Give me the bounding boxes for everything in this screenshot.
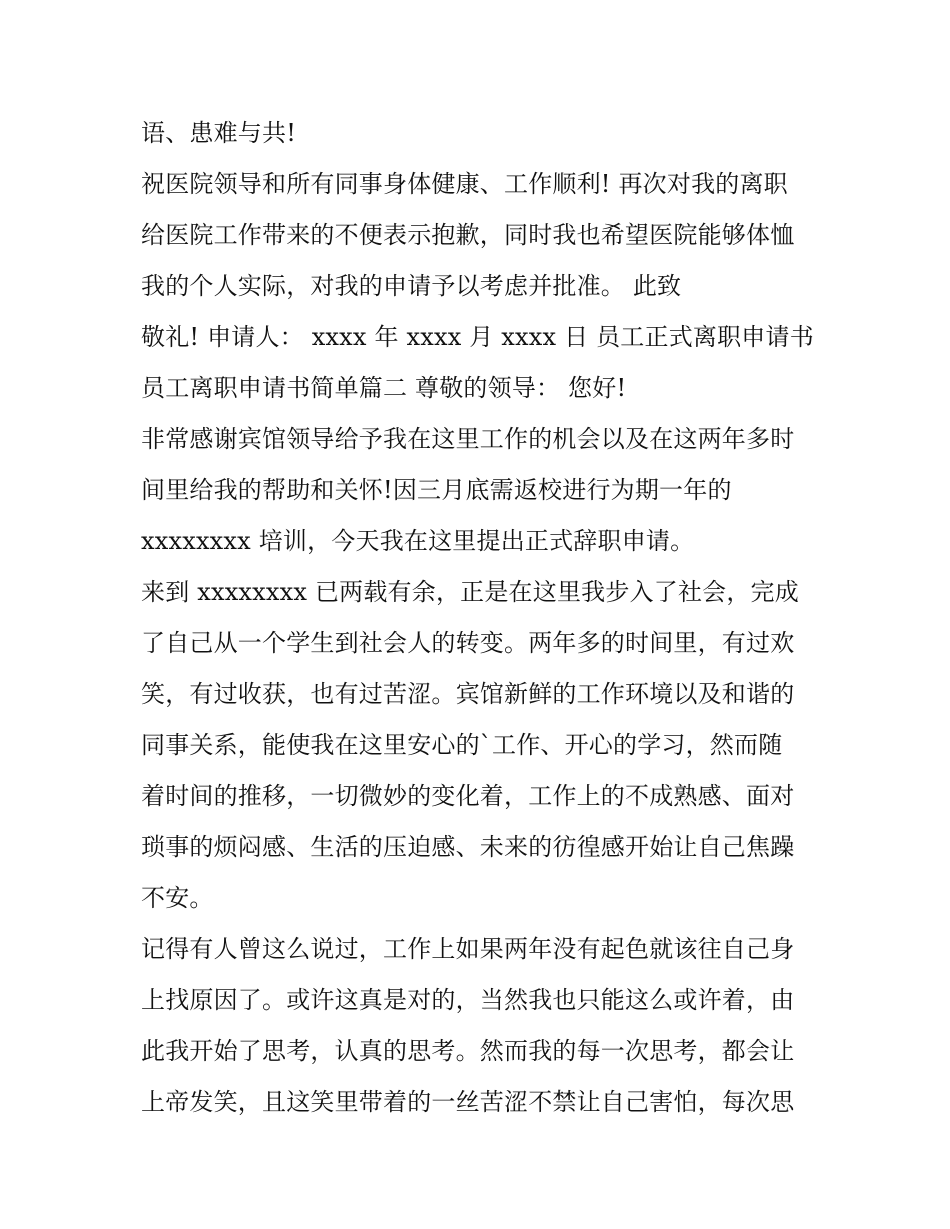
text-line: 间里给我的帮助和关怀!因三月底需返校进行为期一年的 <box>141 476 732 504</box>
document-body <box>141 108 821 1128</box>
text-line: 琐事的烦闷感、生活的压迫感、未来的彷徨感开始让自己焦躁 <box>141 833 795 861</box>
text-line: 给医院工作带来的不便表示抱歉，同时我也希望医院能够体恤 <box>141 221 795 249</box>
text-line: 员工离职申请书简单篇二 尊敬的领导： 您好! <box>141 374 627 402</box>
text-line: 上帝发笑，且这笑里带着的一丝苦涩不禁让自己害怕，每次思 <box>141 1088 795 1116</box>
text-line: 此我开始了思考，认真的思考。然而我的每一次思考，都会让 <box>141 1037 795 1065</box>
text-line: 敬礼! 申请人： xxxx 年 xxxx 月 xxxx 日 员工正式离职申请书 <box>141 323 814 351</box>
text-line: 笑，有过收获，也有过苦涩。宾馆新鲜的工作环境以及和谐的 <box>141 680 795 708</box>
text-line: 非常感谢宾馆领导给予我在这里工作的机会以及在这两年多时 <box>141 425 795 453</box>
text-line: 着时间的推移，一切微妙的变化着，工作上的不成熟感、面对 <box>141 782 795 810</box>
text-line: 记得有人曾这么说过，工作上如果两年没有起色就该往自己身 <box>141 935 795 963</box>
text-line: 同事关系，能使我在这里安心的`工作、开心的学习，然而随 <box>141 731 783 759</box>
text-line: 语、患难与共! <box>141 119 297 147</box>
text-line: 我的个人实际，对我的申请予以考虑并批准。 此致 <box>141 272 682 300</box>
text-line: 祝医院领导和所有同事身体健康、工作顺利! 再次对我的离职 <box>141 170 788 198</box>
text-line: 上找原因了。或许这真是对的，当然我也只能这么或许着，由 <box>141 986 795 1014</box>
text-line: xxxxxxxx 培训，今天我在这里提出正式辞职申请。 <box>141 527 695 555</box>
text-line: 了自己从一个学生到社会人的转变。两年多的时间里，有过欢 <box>141 629 795 657</box>
text-line: 不安。 <box>141 884 214 912</box>
text-line: 来到 xxxxxxxx 已两载有余，正是在这里我步入了社会，完成 <box>141 578 799 606</box>
